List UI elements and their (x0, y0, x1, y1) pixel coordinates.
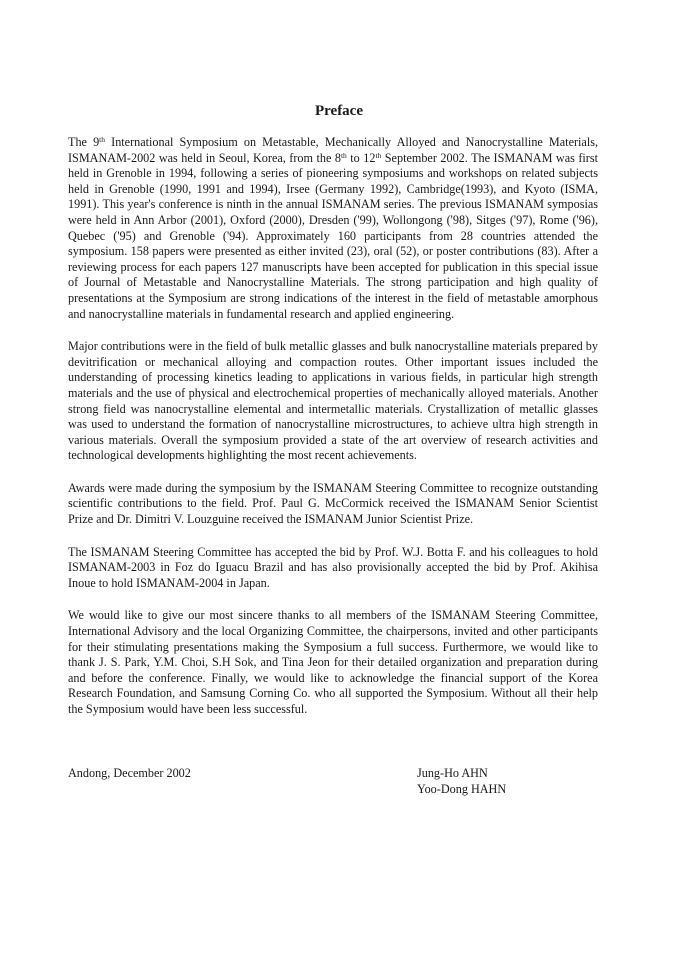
author-name: Yoo-Dong HAHN (417, 781, 507, 796)
ordinal-superscript: th (375, 150, 382, 160)
document-body (68, 135, 598, 735)
signature-authors (417, 766, 506, 797)
paragraph-future-symposia: The ISMANAM Steering Committee has accepted the bid by Prof. W.J. Botta F. and his colleagues to hold ISMANAM-2003 in Foz do Iguacu Brazil and has also provisionally accepted the bid by Prof. Akihisa Inoue to hold ISMANAM-2004 in Japan. (68, 544, 598, 590)
author-name: Jung-Ho AHN (417, 766, 488, 780)
ordinal-superscript: th (99, 135, 106, 144)
intro-text-c: to 12 (346, 150, 376, 165)
paragraph-contributions: Major contributions were in the field of bulk metallic glasses and bulk nanocrystalline materials prepared by devitrification or mechanical alloying and compaction routes. Other important issues included the understanding of processing kinetics leading to applications in various fields, in particular high strength materials and the use of physical and electrochemical properties of mechanically alloyed materials. Another strong field was nanocrystalline elemental and intermetallic materials. Crystallization of metallic glasses was used to understand the formation of nanocrystalline microstructures, to achieve ultra high strength in various materials. Overall the symposium provided a state of the art overview of research activities and technological developments highlighting the most recent achievements. (68, 339, 598, 463)
intro-text-b: International Symposium on Metastable, Mechanically Alloyed and Nanocrystalline Materials, ISMANAM-2002 was held in Seoul, Korea, from the 8 (68, 135, 599, 165)
page-title: Preface (314, 103, 364, 119)
intro-text-a: The 9 (68, 135, 100, 149)
paragraph-intro (68, 135, 598, 322)
paragraph-awards: Awards were made during the symposium by the ISMANAM Steering Committee to recognize outstanding scientific contributions to the field. Prof. Paul G. McCormick received the ISMANAM Senior Scientist Prize and Dr. Dimitri V. Louzguine received the ISMANAM Junior Scientist Prize. (68, 480, 598, 527)
intro-text-d: September 2002. The ISMANAM was first held in Grenoble in 1994, following a series of pioneering symposiums and workshops on related subjects held in Grenoble (1990, 1991 and 1994), Irsee (Germany 1992), Cambridge(1993), and Kyoto (ISMA, 1991). This year's conference is ninth in the annual ISMANAM series. The previous ISMANAM symposias were held in Ann Arbor (2001), Oxford (2000), Dresden ('99), Wollongong ('98), Sitges ('97), Rome ('96), Quebec ('95) and Grenoble ('94). Approximately 160 participants from 28 countries attended the symposium. 158 papers were presented as either invited (23), oral (52), or poster contributions (83). After a reviewing process for each papers 127 manuscripts have been accepted for publication in this special issue of Journal of Metastable and Nanocrystalline Materials. The strong participation and high quality of presentations at the Symposium are strong indications of the interest in the field of metastable amorphous and nanocrystalline materials in fundamental research and applied engineering. (68, 150, 598, 321)
ordinal-superscript: th (340, 150, 347, 160)
place-date: Andong, December 2002 (68, 766, 191, 780)
paragraph-acknowledgements: We would like to give our most sincere thanks to all members of the ISMANAM Steering Committee, International Advisory and the local Organizing Committee, the chairpersons, invited and other participants for their stimulating presentations making the Symposium a full success. Furthermore, we would like to thank J. S. Park, Y.M. Choi, S.H Sok, and Tina Jeon for their detailed organization and preparation during and before the conference. Finally, we would like to acknowledge the financial support of the Korea Research Foundation, and Samsung Corning Co. who all supported the Symposium. Without all their help the Symposium would have been less successful. (68, 608, 598, 716)
